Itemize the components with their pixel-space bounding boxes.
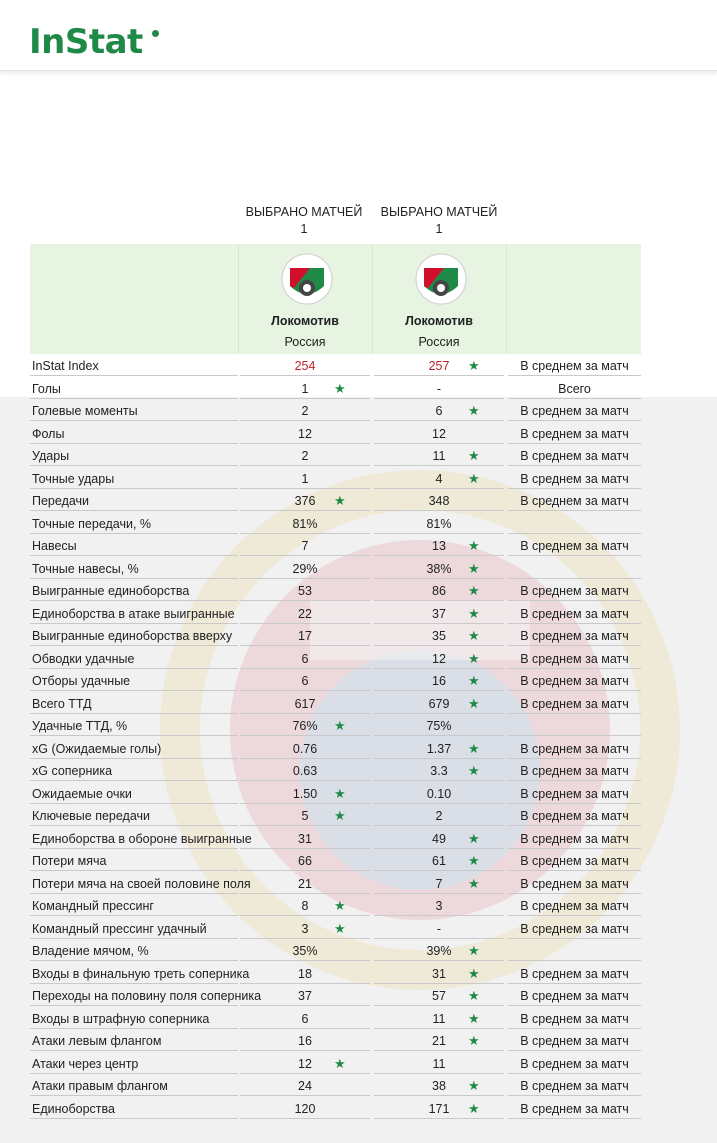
stat-name: Атаки через центр [30,1053,238,1074]
team2-name: Локомотив [405,314,473,328]
table-row [30,940,641,963]
team2-cell [374,468,504,489]
table-row [30,895,641,918]
stat-type: В среднем за матч [508,468,641,489]
team2-value: 39% [426,944,452,958]
team1-cell [240,468,370,489]
team1-value: 12 [298,426,312,441]
star-icon: ★ [468,988,480,1003]
table-row [30,423,641,446]
stat-name: Командный прессинг удачный [30,918,238,939]
team1-value: 1 [301,381,309,396]
table-row [30,918,641,941]
stat-type: В среднем за матч [508,535,641,556]
stat-name: Обводки удачные [30,648,238,669]
table-row [30,468,641,491]
stat-type: В среднем за матч [508,603,641,624]
team2-value: 49 [432,831,446,846]
team2-value: 16 [432,674,446,688]
table-row [30,760,641,783]
team2-value: 35 [432,629,446,643]
team1-value: 81% [292,516,318,531]
star-icon: ★ [468,965,480,981]
team1-value: 617 [294,696,316,711]
stat-type: В среднем за матч [508,783,641,804]
star-icon: ★ [468,695,480,711]
table-row [30,873,641,896]
table-row [30,828,641,851]
star-icon: ★ [468,650,480,666]
stat-type: В среднем за матч [508,693,641,714]
team1-value: 21 [298,876,312,891]
stat-type: В среднем за матч [508,670,641,691]
stat-type: В среднем за матч [508,738,641,759]
team1-value: 53 [298,584,312,598]
team1-cell [240,648,370,669]
team1-value: 31 [298,831,312,846]
table-row [30,963,641,986]
stat-type: В среднем за матч [508,760,641,781]
star-icon: ★ [334,920,346,936]
stat-name: Голы [30,378,238,399]
team1-cell [240,445,370,466]
team2-cell [374,1008,504,1029]
team1-cell [240,603,370,624]
team1-cell [240,580,370,601]
table-row [30,513,641,536]
band-divider [506,244,507,354]
team2-value: 75% [426,719,452,733]
team1-cell [240,558,370,579]
table-row [30,693,641,716]
star-icon: ★ [468,583,480,598]
instat-logo: InStat [29,22,143,62]
stat-name: Владение мячом, % [30,940,238,961]
team1-cell [240,423,370,444]
table-row [30,648,641,671]
stat-name: Единоборства [30,1098,238,1119]
team2-value: 31 [432,966,446,981]
team1-value: 37 [298,989,312,1003]
stat-type: В среднем за матч [508,648,641,669]
team1-value: 18 [298,966,312,981]
team1-value: 6 [301,674,309,688]
team1-cell [240,760,370,781]
table-row [30,670,641,693]
team2-value: 37 [432,606,446,621]
team2-cell [374,670,504,691]
team2-selected-count: 1 [435,222,443,236]
team1-cell [240,963,370,984]
team1-cell [240,918,370,939]
team2-value: - [436,381,442,396]
table-row [30,1030,641,1053]
team2-cell [374,918,504,939]
team1-value: 1.50 [292,786,318,801]
table-row [30,985,641,1008]
team1-cell [240,400,370,421]
star-icon: ★ [334,493,346,508]
team2-value: 3 [435,899,443,913]
star-icon: ★ [468,875,480,891]
team2-value: 6 [435,404,443,418]
table-row [30,400,641,423]
team2-cell [374,963,504,984]
star-icon: ★ [468,628,480,643]
team2-cell [374,873,504,894]
table-row [30,445,641,468]
team1-cell [240,805,370,826]
team2-cell [374,783,504,804]
team1-value: 0.76 [292,741,318,756]
team1-value: 7 [301,539,309,553]
stat-name: Атаки правым флангом [30,1075,238,1096]
team2-value: 4 [435,471,443,486]
stat-name: Ключевые передачи [30,805,238,826]
star-icon: ★ [468,763,480,778]
team1-cell [240,940,370,961]
team2-value: 12 [432,651,446,666]
team1-cell [240,1098,370,1119]
stat-type: В среднем за матч [508,985,641,1006]
stat-name: Фолы [30,423,238,444]
stat-type: В среднем за матч [508,625,641,646]
team1-value: 8 [301,899,309,913]
star-icon: ★ [468,1033,480,1048]
table-row [30,558,641,581]
star-icon: ★ [468,943,480,958]
stat-type: В среднем за матч [508,873,641,894]
stat-type: В среднем за матч [508,1098,641,1119]
table-row [30,625,641,648]
stat-type: В среднем за матч [508,445,641,466]
team2-value: - [436,921,442,936]
stat-name: Ожидаемые очки [30,783,238,804]
team2-cell [374,738,504,759]
table-row [30,715,641,738]
team2-cell [374,490,504,511]
team2-value: 348 [428,494,450,508]
team2-cell [374,445,504,466]
team2-value: 38% [426,561,452,576]
stat-name: Передачи [30,490,238,511]
stat-name: Потери мяча на своей половине поля [30,873,238,894]
team1-value: 66 [298,854,312,868]
team1-cell [240,738,370,759]
team2-value: 21 [432,1034,446,1048]
team1-cell [240,378,370,399]
team2-cell [374,1075,504,1096]
stat-type: В среднем за матч [508,355,641,376]
team2-value: 13 [432,539,446,553]
stat-type: В среднем за матч [508,1008,641,1029]
team2-cell [374,1098,504,1119]
team1-cell [240,693,370,714]
table-row [30,490,641,513]
stat-type: Всего [508,378,641,399]
team2-selected-label: ВЫБРАНО МАТЧЕЙ [380,205,498,219]
stat-name: Единоборства в атаке выигранные [30,603,238,624]
stat-type: В среднем за матч [508,490,641,511]
team1-cell [240,828,370,849]
team1-value: 2 [301,404,309,418]
team2-cell [374,400,504,421]
star-icon: ★ [468,605,480,621]
star-icon: ★ [334,785,346,801]
team2-value: 81% [426,516,452,531]
stat-type: В среднем за матч [508,1075,641,1096]
team2-cell [374,625,504,646]
team1-value: 6 [301,1011,309,1026]
team2-value: 12 [432,426,446,441]
stat-name: Выигранные единоборства вверху [30,625,238,646]
stat-name: Единоборства в обороне выигранные [30,828,238,849]
team2-cell [374,828,504,849]
star-icon: ★ [468,358,480,373]
team2-value: 38 [432,1079,446,1093]
team2-value: 2 [435,809,443,823]
star-icon: ★ [468,538,480,553]
team2-cell [374,760,504,781]
stat-type: В среднем за матч [508,963,641,984]
team1-value: 5 [301,809,309,823]
team2-cell [374,805,504,826]
stat-type: В среднем за матч [508,580,641,601]
lokomotiv-crest-icon [280,252,334,306]
stat-type: В среднем за матч [508,1053,641,1074]
team1-selected-label: ВЫБРАНО МАТЧЕЙ [245,205,363,219]
team2-cell [374,1053,504,1074]
team2-cell [374,558,504,579]
stat-type: В среднем за матч [508,895,641,916]
stat-type: В среднем за матч [508,918,641,939]
star-icon: ★ [334,1055,346,1071]
team2-value: 11 [432,449,446,463]
team2-value: 257 [428,359,450,373]
star-icon: ★ [468,1078,480,1093]
team2-value: 11 [432,1011,446,1026]
team1-country: Россия [284,335,326,349]
stat-type: В среднем за матч [508,400,641,421]
team1-value: 29% [292,561,318,576]
stat-name: Голевые моменты [30,400,238,421]
star-icon: ★ [468,673,480,688]
team1-selected-count: 1 [300,222,308,236]
team1-cell [240,985,370,1006]
team1-cell [240,783,370,804]
team2-value: 57 [432,989,446,1003]
table-row [30,805,641,828]
star-icon: ★ [468,853,480,868]
team2-cell [374,1030,504,1051]
team2-value: 0.10 [426,786,452,801]
table-row [30,1098,641,1121]
stats-table [30,355,641,1120]
team2-cell [374,603,504,624]
team2-cell [374,895,504,916]
team1-cell [240,1075,370,1096]
team1-value: 2 [301,449,309,463]
team2-value: 171 [428,1101,450,1116]
star-icon: ★ [334,898,346,913]
star-icon: ★ [334,380,346,396]
team2-cell [374,378,504,399]
stat-type: В среднем за матч [508,1030,641,1051]
team2-value: 3.3 [430,764,448,778]
team1-value: 0.63 [292,764,318,778]
team1-cell [240,513,370,534]
team1-value: 120 [294,1101,316,1116]
team1-value: 16 [298,1034,312,1048]
stat-name: Входы в штрафную соперника [30,1008,238,1029]
star-icon: ★ [468,830,480,846]
team2-country: Россия [418,335,460,349]
team1-cell [240,715,370,736]
table-row [30,535,641,558]
team1-value: 35% [292,944,318,958]
stat-type: В среднем за матч [508,423,641,444]
stat-name: Атаки левым флангом [30,1030,238,1051]
lokomotiv-crest-icon [414,252,468,306]
team1-value: 3 [301,921,309,936]
stat-name: Удары [30,445,238,466]
star-icon: ★ [468,470,480,486]
team2-cell [374,423,504,444]
stat-name: xG (Ожидаемые голы) [30,738,238,759]
stat-name: Командный прессинг [30,895,238,916]
team2-cell [374,715,504,736]
stat-name: Выигранные единоборства [30,580,238,601]
star-icon: ★ [468,403,480,418]
star-icon: ★ [334,718,346,733]
team2-value: 1.37 [426,741,452,756]
star-icon: ★ [468,560,480,576]
team1-value: 376 [294,494,316,508]
stat-type [508,558,641,579]
table-row [30,783,641,806]
team2-value: 679 [428,696,450,711]
star-icon: ★ [334,808,346,823]
team2-cell [374,355,504,376]
team1-value: 22 [298,606,312,621]
team2-value: 61 [432,854,446,868]
table-row [30,1053,641,1076]
team1-value: 12 [298,1056,312,1071]
table-row [30,1075,641,1098]
table-row [30,738,641,761]
stat-name: Потери мяча [30,850,238,871]
star-icon: ★ [468,1010,480,1026]
team2-cell [374,535,504,556]
team2-value: 7 [435,876,443,891]
stat-name: Всего ТТД [30,693,238,714]
team1-value: 17 [298,629,312,643]
table-row [30,1008,641,1031]
team2-cell [374,940,504,961]
stat-name: Входы в финальную треть соперника [30,963,238,984]
logo-dot-icon [152,30,159,37]
team1-cell [240,1030,370,1051]
stat-type [508,715,641,736]
team1-cell [240,1053,370,1074]
team2-cell [374,850,504,871]
team2-cell [374,693,504,714]
star-icon: ★ [468,740,480,756]
stat-type: В среднем за матч [508,828,641,849]
table-row [30,850,641,873]
header-bar [0,0,717,71]
table-row [30,580,641,603]
stat-name: Удачные ТТД, % [30,715,238,736]
star-icon: ★ [468,448,480,463]
team-header-band [30,244,641,354]
table-row [30,355,641,378]
table-row [30,603,641,626]
team1-cell [240,850,370,871]
team1-value: 1 [301,471,309,486]
team1-name: Локомотив [271,314,339,328]
team1-cell [240,625,370,646]
team1-value: 6 [301,651,309,666]
team1-cell [240,1008,370,1029]
team1-cell [240,873,370,894]
team2-value: 11 [432,1056,446,1071]
stat-name: Точные удары [30,468,238,489]
team1-value: 76% [292,719,318,733]
stat-name: Отборы удачные [30,670,238,691]
stat-name: Точные передачи, % [30,513,238,534]
stat-name: Точные навесы, % [30,558,238,579]
team1-cell [240,490,370,511]
team2-value: 86 [432,584,446,598]
team2-cell [374,648,504,669]
stat-name: Переходы на половину поля соперника [30,985,238,1006]
stat-name: Навесы [30,535,238,556]
team2-cell [374,985,504,1006]
table-row [30,378,641,401]
team1-cell [240,535,370,556]
star-icon: ★ [468,1100,480,1116]
stat-name: InStat Index [30,355,238,376]
team1-cell [240,355,370,376]
stat-type: В среднем за матч [508,850,641,871]
team1-value: 24 [298,1079,312,1093]
stat-type [508,940,641,961]
stat-type [508,513,641,534]
team1-cell [240,895,370,916]
stat-name: xG соперника [30,760,238,781]
team2-cell [374,580,504,601]
team1-cell [240,670,370,691]
team2-cell [374,513,504,534]
team1-value: 254 [294,359,316,373]
stat-type: В среднем за матч [508,805,641,826]
